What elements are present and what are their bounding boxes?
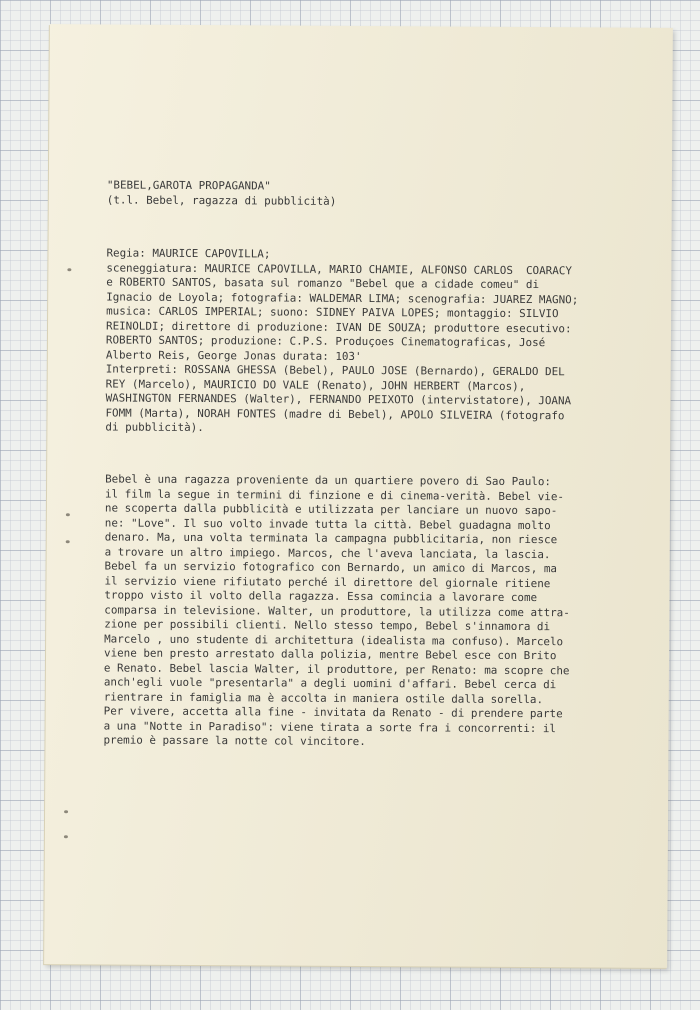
film-title-block — [107, 178, 337, 208]
synopsis-line: zione per possibili clienti. Nello stesso tempo, Bebel s'innamora di — [104, 617, 551, 634]
synopsis-line: a trovare un altro impiego. Marcos, che l'aveva lanciata, la lascia. — [104, 544, 551, 561]
synopsis-line: Marcelo , uno studente di architettura (idealista ma confuso). Marcelo — [104, 631, 564, 648]
synopsis-line: premio è passare la notte col vincitore. — [103, 733, 366, 749]
synopsis-line: anch'egli vuole "presentarla" a degli uomini d'affari. Bebel cerca di — [103, 675, 557, 692]
punch-hole-mark — [66, 540, 70, 543]
synopsis-line: Bebel è una ragazza proveniente da un quartiere povero di Sao Paulo: — [105, 472, 551, 489]
punch-hole-mark — [67, 268, 71, 271]
punch-hole-mark — [64, 835, 68, 838]
synopsis-line: a una "Notte in Paradiso": viene tirata a sorte fra i concorrenti: il — [103, 718, 557, 735]
credits-line: ROBERTO SANTOS; produzione: C.P.S. Produçoes Cinematograficas, José — [105, 333, 546, 350]
synopsis-line: ne: "Love". Il suo volto invade tutta la città. Bebel guadagna molto — [104, 515, 551, 532]
synopsis-line: e Renato. Bebel lascia Walter, il produttore, per Renato: ma scopre che — [103, 660, 570, 677]
typewritten-page — [44, 24, 673, 968]
synopsis-line: rientrare in famiglia ma è accolta in maniera ostile dalla sorella. — [103, 689, 544, 706]
credits-line: musica: CARLOS IMPERIAL; suono: SIDNEY PAIVA LOPES; montaggio: SILVIO — [106, 304, 559, 321]
synopsis-paragraph — [103, 472, 570, 750]
credits-line: Ignacio de Loyola; fotografia: WALDEMAR LIMA; scenografia: JUAREZ MAGNO; — [106, 289, 579, 306]
credits-line: e ROBERTO SANTOS, basata sul romanzo "Bebel que a cidade comeu" di — [106, 275, 540, 292]
credits-line: Regia: MAURICE CAPOVILLA; — [106, 246, 271, 261]
film-title: "BEBEL,GAROTA PROPAGANDA" — [106, 178, 271, 193]
credits-line: REINOLDI; direttore di produzione: IVAN DE SOUZA; produttore esecutivo: — [105, 318, 572, 335]
credits-line: Alberto Reis, George Jonas durata: 103' — [105, 347, 362, 363]
synopsis-line: ne scoperta dalla pubblicità e utilizzata per lanciare un nuovo sapo- — [104, 501, 558, 518]
synopsis-line: il servizio viene rifiutato perché il direttore del giornale ritiene — [104, 573, 551, 590]
punch-hole-mark — [64, 810, 68, 813]
credits-paragraph — [105, 246, 578, 437]
synopsis-line: Per vivere, accetta alla fine - invitata da Renato - di prendere parte — [103, 704, 563, 721]
credits-line: WASHINGTON FERNANDES (Walter), FERNANDO PEIXOTO (intervistatore), JOANA — [105, 391, 572, 408]
credits-line: sceneggiatura: MAURICE CAPOVILLA, MARIO CHAMIE, ALFONSO CARLOS COARACY — [106, 260, 572, 277]
punch-hole-mark — [66, 513, 70, 516]
synopsis-line: Bebel fa un servizio fotografico con Bernardo, un amico di Marcos, ma — [104, 559, 558, 576]
synopsis-line: comparsa in televisione. Walter, un produttore, la utilizza come attra- — [104, 602, 570, 619]
synopsis-line: denaro. Ma, una volta terminata la campagna pubblicitaria, non riesce — [104, 530, 558, 547]
credits-line: FOMM (Marta), NORAH FONTES (madre di Bebel), APOLO SILVEIRA (fotografo — [105, 405, 565, 422]
credits-line: di pubblicità). — [105, 420, 204, 435]
film-translated-title: (t.l. Bebel, ragazza di pubblicità) — [106, 192, 337, 208]
synopsis-line: troppo visto il volto della ragazza. Essa comincia a lavorare come — [104, 588, 538, 605]
credits-line: Interpreti: ROSSANA GHESSA (Bebel), PAULO JOSE (Bernardo), GERALDO DEL — [105, 362, 565, 379]
synopsis-line: viene ben presto arrestato dalla polizia, mentre Bebel esce con Brito — [103, 646, 557, 663]
credits-line: REY (Marcelo), MAURICIO DO VALE (Renato), JOHN HERBERT (Marcos), — [105, 376, 526, 393]
synopsis-line: il film la segue in termini di finzione e di cinema-verità. Bebel vie- — [104, 486, 565, 503]
